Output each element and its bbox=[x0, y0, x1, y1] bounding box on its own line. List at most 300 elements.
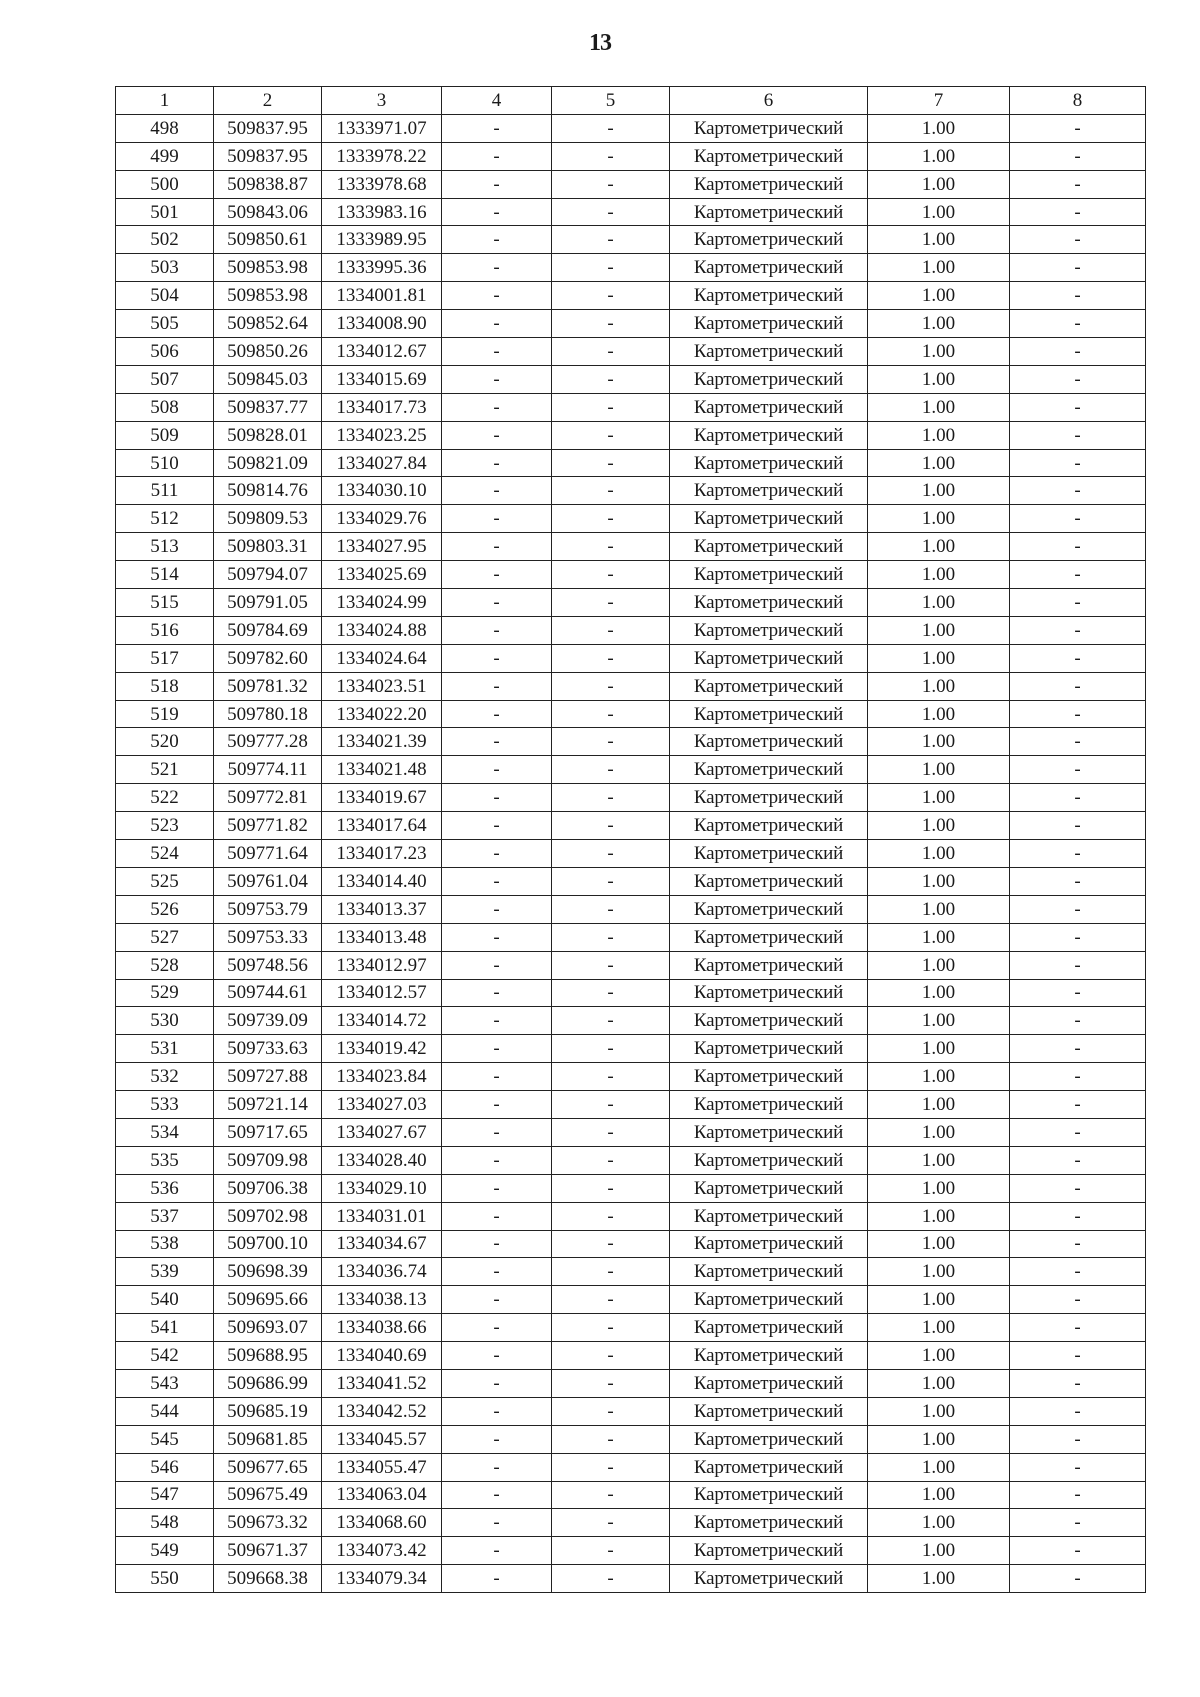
column-5-cell: - bbox=[552, 198, 670, 226]
column-8-cell: - bbox=[1010, 923, 1146, 951]
table-row bbox=[116, 1453, 1146, 1481]
table-row bbox=[116, 449, 1146, 477]
column-5-cell: - bbox=[552, 867, 670, 895]
column-4-cell: - bbox=[442, 282, 552, 310]
method-cell: Картометрический bbox=[670, 1035, 868, 1063]
method-cell: Картометрический bbox=[670, 310, 868, 338]
method-cell: Картометрический bbox=[670, 644, 868, 672]
point-number-cell: 540 bbox=[116, 1286, 214, 1314]
x-coordinate-cell: 509671.37 bbox=[214, 1537, 322, 1565]
table-row bbox=[116, 1174, 1146, 1202]
accuracy-cell: 1.00 bbox=[868, 254, 1010, 282]
table-row bbox=[116, 1146, 1146, 1174]
column-4-cell: - bbox=[442, 310, 552, 338]
y-coordinate-cell: 1334012.67 bbox=[322, 338, 442, 366]
column-8-cell: - bbox=[1010, 1314, 1146, 1342]
x-coordinate-cell: 509709.98 bbox=[214, 1146, 322, 1174]
column-4-cell: - bbox=[442, 170, 552, 198]
x-coordinate-cell: 509744.61 bbox=[214, 979, 322, 1007]
x-coordinate-cell: 509685.19 bbox=[214, 1397, 322, 1425]
column-8-cell: - bbox=[1010, 1425, 1146, 1453]
column-4-cell: - bbox=[442, 226, 552, 254]
accuracy-cell: 1.00 bbox=[868, 1509, 1010, 1537]
column-8-cell: - bbox=[1010, 1230, 1146, 1258]
x-coordinate-cell: 509777.28 bbox=[214, 728, 322, 756]
point-number-cell: 544 bbox=[116, 1397, 214, 1425]
column-8-cell: - bbox=[1010, 1397, 1146, 1425]
point-number-cell: 514 bbox=[116, 561, 214, 589]
column-5-cell: - bbox=[552, 895, 670, 923]
x-coordinate-cell: 509828.01 bbox=[214, 421, 322, 449]
y-coordinate-cell: 1334063.04 bbox=[322, 1481, 442, 1509]
table-row bbox=[116, 1091, 1146, 1119]
column-8-cell: - bbox=[1010, 867, 1146, 895]
point-number-cell: 533 bbox=[116, 1091, 214, 1119]
y-coordinate-cell: 1334017.64 bbox=[322, 812, 442, 840]
column-8-cell: - bbox=[1010, 784, 1146, 812]
x-coordinate-cell: 509853.98 bbox=[214, 254, 322, 282]
column-4-cell: - bbox=[442, 1565, 552, 1593]
y-coordinate-cell: 1334022.20 bbox=[322, 700, 442, 728]
column-8-cell: - bbox=[1010, 449, 1146, 477]
method-cell: Картометрический bbox=[670, 1481, 868, 1509]
point-number-cell: 506 bbox=[116, 338, 214, 366]
x-coordinate-cell: 509780.18 bbox=[214, 700, 322, 728]
table-row bbox=[116, 1369, 1146, 1397]
column-4-cell: - bbox=[442, 1258, 552, 1286]
accuracy-cell: 1.00 bbox=[868, 840, 1010, 868]
column-5-cell: - bbox=[552, 1314, 670, 1342]
accuracy-cell: 1.00 bbox=[868, 812, 1010, 840]
method-cell: Картометрический bbox=[670, 365, 868, 393]
accuracy-cell: 1.00 bbox=[868, 1537, 1010, 1565]
x-coordinate-cell: 509838.87 bbox=[214, 170, 322, 198]
column-4-cell: - bbox=[442, 561, 552, 589]
table-row bbox=[116, 1397, 1146, 1425]
table-row bbox=[116, 728, 1146, 756]
column-8-cell: - bbox=[1010, 756, 1146, 784]
column-4-cell: - bbox=[442, 923, 552, 951]
column-5-cell: - bbox=[552, 728, 670, 756]
y-coordinate-cell: 1334073.42 bbox=[322, 1537, 442, 1565]
column-4-cell: - bbox=[442, 1146, 552, 1174]
accuracy-cell: 1.00 bbox=[868, 867, 1010, 895]
accuracy-cell: 1.00 bbox=[868, 1481, 1010, 1509]
column-4-cell: - bbox=[442, 1537, 552, 1565]
column-5-cell: - bbox=[552, 923, 670, 951]
y-coordinate-cell: 1333971.07 bbox=[322, 114, 442, 142]
x-coordinate-cell: 509695.66 bbox=[214, 1286, 322, 1314]
column-8-cell: - bbox=[1010, 1565, 1146, 1593]
y-coordinate-cell: 1334023.25 bbox=[322, 421, 442, 449]
column-8-cell: - bbox=[1010, 1063, 1146, 1091]
column-5-cell: - bbox=[552, 533, 670, 561]
y-coordinate-cell: 1334034.67 bbox=[322, 1230, 442, 1258]
table-row bbox=[116, 1565, 1146, 1593]
column-header-4: 4 bbox=[442, 87, 552, 115]
table-row bbox=[116, 1063, 1146, 1091]
column-8-cell: - bbox=[1010, 1146, 1146, 1174]
y-coordinate-cell: 1334019.42 bbox=[322, 1035, 442, 1063]
y-coordinate-cell: 1334014.72 bbox=[322, 1007, 442, 1035]
column-4-cell: - bbox=[442, 1007, 552, 1035]
accuracy-cell: 1.00 bbox=[868, 1174, 1010, 1202]
y-coordinate-cell: 1334041.52 bbox=[322, 1369, 442, 1397]
accuracy-cell: 1.00 bbox=[868, 700, 1010, 728]
table-row bbox=[116, 477, 1146, 505]
table-row bbox=[116, 421, 1146, 449]
column-5-cell: - bbox=[552, 254, 670, 282]
table-row bbox=[116, 1425, 1146, 1453]
column-8-cell: - bbox=[1010, 1091, 1146, 1119]
table-row bbox=[116, 951, 1146, 979]
point-number-cell: 531 bbox=[116, 1035, 214, 1063]
column-4-cell: - bbox=[442, 533, 552, 561]
x-coordinate-cell: 509794.07 bbox=[214, 561, 322, 589]
x-coordinate-cell: 509675.49 bbox=[214, 1481, 322, 1509]
column-5-cell: - bbox=[552, 1174, 670, 1202]
accuracy-cell: 1.00 bbox=[868, 477, 1010, 505]
x-coordinate-cell: 509850.61 bbox=[214, 226, 322, 254]
column-8-cell: - bbox=[1010, 1258, 1146, 1286]
method-cell: Картометрический bbox=[670, 338, 868, 366]
column-8-cell: - bbox=[1010, 142, 1146, 170]
table-row bbox=[116, 700, 1146, 728]
column-4-cell: - bbox=[442, 421, 552, 449]
point-number-cell: 504 bbox=[116, 282, 214, 310]
column-8-cell: - bbox=[1010, 1035, 1146, 1063]
column-8-cell: - bbox=[1010, 979, 1146, 1007]
method-cell: Картометрический bbox=[670, 1118, 868, 1146]
table-row bbox=[116, 198, 1146, 226]
column-8-cell: - bbox=[1010, 477, 1146, 505]
column-8-cell: - bbox=[1010, 393, 1146, 421]
point-number-cell: 529 bbox=[116, 979, 214, 1007]
point-number-cell: 545 bbox=[116, 1425, 214, 1453]
point-number-cell: 538 bbox=[116, 1230, 214, 1258]
x-coordinate-cell: 509814.76 bbox=[214, 477, 322, 505]
column-5-cell: - bbox=[552, 505, 670, 533]
y-coordinate-cell: 1334015.69 bbox=[322, 365, 442, 393]
column-4-cell: - bbox=[442, 1063, 552, 1091]
y-coordinate-cell: 1334036.74 bbox=[322, 1258, 442, 1286]
column-4-cell: - bbox=[442, 1342, 552, 1370]
table-row bbox=[116, 1202, 1146, 1230]
y-coordinate-cell: 1334030.10 bbox=[322, 477, 442, 505]
point-number-cell: 542 bbox=[116, 1342, 214, 1370]
column-8-cell: - bbox=[1010, 254, 1146, 282]
accuracy-cell: 1.00 bbox=[868, 421, 1010, 449]
column-5-cell: - bbox=[552, 1202, 670, 1230]
column-5-cell: - bbox=[552, 784, 670, 812]
method-cell: Картометрический bbox=[670, 198, 868, 226]
column-8-cell: - bbox=[1010, 1509, 1146, 1537]
column-8-cell: - bbox=[1010, 114, 1146, 142]
point-number-cell: 516 bbox=[116, 616, 214, 644]
column-5-cell: - bbox=[552, 1007, 670, 1035]
column-header-1: 1 bbox=[116, 87, 214, 115]
table-row bbox=[116, 1314, 1146, 1342]
method-cell: Картометрический bbox=[670, 589, 868, 617]
column-header-2: 2 bbox=[214, 87, 322, 115]
accuracy-cell: 1.00 bbox=[868, 310, 1010, 338]
accuracy-cell: 1.00 bbox=[868, 1397, 1010, 1425]
table-row bbox=[116, 561, 1146, 589]
y-coordinate-cell: 1334001.81 bbox=[322, 282, 442, 310]
column-8-cell: - bbox=[1010, 365, 1146, 393]
column-4-cell: - bbox=[442, 338, 552, 366]
y-coordinate-cell: 1334025.69 bbox=[322, 561, 442, 589]
column-8-cell: - bbox=[1010, 198, 1146, 226]
column-4-cell: - bbox=[442, 812, 552, 840]
column-4-cell: - bbox=[442, 1230, 552, 1258]
table-row bbox=[116, 1286, 1146, 1314]
accuracy-cell: 1.00 bbox=[868, 1146, 1010, 1174]
x-coordinate-cell: 509673.32 bbox=[214, 1509, 322, 1537]
point-number-cell: 550 bbox=[116, 1565, 214, 1593]
y-coordinate-cell: 1334023.51 bbox=[322, 672, 442, 700]
column-8-cell: - bbox=[1010, 1007, 1146, 1035]
accuracy-cell: 1.00 bbox=[868, 533, 1010, 561]
accuracy-cell: 1.00 bbox=[868, 365, 1010, 393]
y-coordinate-cell: 1334038.13 bbox=[322, 1286, 442, 1314]
point-number-cell: 518 bbox=[116, 672, 214, 700]
y-coordinate-cell: 1334023.84 bbox=[322, 1063, 442, 1091]
column-5-cell: - bbox=[552, 1481, 670, 1509]
y-coordinate-cell: 1334012.97 bbox=[322, 951, 442, 979]
column-5-cell: - bbox=[552, 338, 670, 366]
accuracy-cell: 1.00 bbox=[868, 589, 1010, 617]
y-coordinate-cell: 1333983.16 bbox=[322, 198, 442, 226]
column-5-cell: - bbox=[552, 1118, 670, 1146]
column-5-cell: - bbox=[552, 1397, 670, 1425]
column-4-cell: - bbox=[442, 1369, 552, 1397]
y-coordinate-cell: 1334055.47 bbox=[322, 1453, 442, 1481]
y-coordinate-cell: 1334019.67 bbox=[322, 784, 442, 812]
method-cell: Картометрический bbox=[670, 254, 868, 282]
method-cell: Картометрический bbox=[670, 1063, 868, 1091]
y-coordinate-cell: 1333995.36 bbox=[322, 254, 442, 282]
method-cell: Картометрический bbox=[670, 1286, 868, 1314]
x-coordinate-cell: 509782.60 bbox=[214, 644, 322, 672]
x-coordinate-cell: 509688.95 bbox=[214, 1342, 322, 1370]
method-cell: Картометрический bbox=[670, 867, 868, 895]
method-cell: Картометрический bbox=[670, 1007, 868, 1035]
column-8-cell: - bbox=[1010, 1202, 1146, 1230]
accuracy-cell: 1.00 bbox=[868, 979, 1010, 1007]
method-cell: Картометрический bbox=[670, 895, 868, 923]
y-coordinate-cell: 1334028.40 bbox=[322, 1146, 442, 1174]
table-row bbox=[116, 170, 1146, 198]
point-number-cell: 539 bbox=[116, 1258, 214, 1286]
column-8-cell: - bbox=[1010, 226, 1146, 254]
column-8-cell: - bbox=[1010, 1118, 1146, 1146]
column-5-cell: - bbox=[552, 393, 670, 421]
column-4-cell: - bbox=[442, 784, 552, 812]
point-number-cell: 505 bbox=[116, 310, 214, 338]
column-4-cell: - bbox=[442, 1202, 552, 1230]
y-coordinate-cell: 1334012.57 bbox=[322, 979, 442, 1007]
point-number-cell: 521 bbox=[116, 756, 214, 784]
column-4-cell: - bbox=[442, 589, 552, 617]
accuracy-cell: 1.00 bbox=[868, 393, 1010, 421]
accuracy-cell: 1.00 bbox=[868, 784, 1010, 812]
column-5-cell: - bbox=[552, 1342, 670, 1370]
table-row bbox=[116, 254, 1146, 282]
column-4-cell: - bbox=[442, 1509, 552, 1537]
y-coordinate-cell: 1334027.95 bbox=[322, 533, 442, 561]
y-coordinate-cell: 1334024.88 bbox=[322, 616, 442, 644]
y-coordinate-cell: 1334079.34 bbox=[322, 1565, 442, 1593]
accuracy-cell: 1.00 bbox=[868, 1342, 1010, 1370]
y-coordinate-cell: 1334024.99 bbox=[322, 589, 442, 617]
column-5-cell: - bbox=[552, 1369, 670, 1397]
column-8-cell: - bbox=[1010, 421, 1146, 449]
table-row bbox=[116, 812, 1146, 840]
column-8-cell: - bbox=[1010, 895, 1146, 923]
table-row bbox=[116, 282, 1146, 310]
y-coordinate-cell: 1334040.69 bbox=[322, 1342, 442, 1370]
x-coordinate-cell: 509852.64 bbox=[214, 310, 322, 338]
column-4-cell: - bbox=[442, 1481, 552, 1509]
y-coordinate-cell: 1334027.03 bbox=[322, 1091, 442, 1119]
point-number-cell: 543 bbox=[116, 1369, 214, 1397]
point-number-cell: 507 bbox=[116, 365, 214, 393]
column-5-cell: - bbox=[552, 644, 670, 672]
y-coordinate-cell: 1334038.66 bbox=[322, 1314, 442, 1342]
table-row bbox=[116, 616, 1146, 644]
column-4-cell: - bbox=[442, 477, 552, 505]
point-number-cell: 537 bbox=[116, 1202, 214, 1230]
method-cell: Картометрический bbox=[670, 1314, 868, 1342]
column-8-cell: - bbox=[1010, 728, 1146, 756]
x-coordinate-cell: 509677.65 bbox=[214, 1453, 322, 1481]
x-coordinate-cell: 509702.98 bbox=[214, 1202, 322, 1230]
column-5-cell: - bbox=[552, 226, 670, 254]
point-number-cell: 501 bbox=[116, 198, 214, 226]
x-coordinate-cell: 509753.79 bbox=[214, 895, 322, 923]
method-cell: Картометрический bbox=[670, 1258, 868, 1286]
accuracy-cell: 1.00 bbox=[868, 1202, 1010, 1230]
column-5-cell: - bbox=[552, 589, 670, 617]
column-5-cell: - bbox=[552, 672, 670, 700]
column-8-cell: - bbox=[1010, 616, 1146, 644]
y-coordinate-cell: 1334014.40 bbox=[322, 867, 442, 895]
accuracy-cell: 1.00 bbox=[868, 672, 1010, 700]
column-4-cell: - bbox=[442, 616, 552, 644]
table-row bbox=[116, 1509, 1146, 1537]
method-cell: Картометрический bbox=[670, 1202, 868, 1230]
x-coordinate-cell: 509700.10 bbox=[214, 1230, 322, 1258]
y-coordinate-cell: 1334045.57 bbox=[322, 1425, 442, 1453]
method-cell: Картометрический bbox=[670, 505, 868, 533]
point-number-cell: 535 bbox=[116, 1146, 214, 1174]
point-number-cell: 530 bbox=[116, 1007, 214, 1035]
y-coordinate-cell: 1334021.39 bbox=[322, 728, 442, 756]
y-coordinate-cell: 1334042.52 bbox=[322, 1397, 442, 1425]
x-coordinate-cell: 509850.26 bbox=[214, 338, 322, 366]
x-coordinate-cell: 509761.04 bbox=[214, 867, 322, 895]
column-4-cell: - bbox=[442, 1035, 552, 1063]
column-8-cell: - bbox=[1010, 644, 1146, 672]
x-coordinate-cell: 509717.65 bbox=[214, 1118, 322, 1146]
table-body bbox=[116, 114, 1146, 1592]
point-number-cell: 526 bbox=[116, 895, 214, 923]
x-coordinate-cell: 509774.11 bbox=[214, 756, 322, 784]
y-coordinate-cell: 1334068.60 bbox=[322, 1509, 442, 1537]
column-4-cell: - bbox=[442, 700, 552, 728]
x-coordinate-cell: 509843.06 bbox=[214, 198, 322, 226]
table-row bbox=[116, 393, 1146, 421]
column-5-cell: - bbox=[552, 812, 670, 840]
column-8-cell: - bbox=[1010, 1537, 1146, 1565]
method-cell: Картометрический bbox=[670, 1537, 868, 1565]
table-row bbox=[116, 1481, 1146, 1509]
column-4-cell: - bbox=[442, 840, 552, 868]
accuracy-cell: 1.00 bbox=[868, 198, 1010, 226]
x-coordinate-cell: 509739.09 bbox=[214, 1007, 322, 1035]
column-4-cell: - bbox=[442, 867, 552, 895]
column-5-cell: - bbox=[552, 477, 670, 505]
method-cell: Картометрический bbox=[670, 1397, 868, 1425]
method-cell: Картометрический bbox=[670, 449, 868, 477]
x-coordinate-cell: 509845.03 bbox=[214, 365, 322, 393]
accuracy-cell: 1.00 bbox=[868, 505, 1010, 533]
table-row bbox=[116, 1007, 1146, 1035]
x-coordinate-cell: 509693.07 bbox=[214, 1314, 322, 1342]
column-4-cell: - bbox=[442, 728, 552, 756]
column-8-cell: - bbox=[1010, 338, 1146, 366]
accuracy-cell: 1.00 bbox=[868, 282, 1010, 310]
column-4-cell: - bbox=[442, 114, 552, 142]
y-coordinate-cell: 1334013.37 bbox=[322, 895, 442, 923]
y-coordinate-cell: 1333978.22 bbox=[322, 142, 442, 170]
column-8-cell: - bbox=[1010, 1453, 1146, 1481]
column-4-cell: - bbox=[442, 756, 552, 784]
column-5-cell: - bbox=[552, 282, 670, 310]
x-coordinate-cell: 509853.98 bbox=[214, 282, 322, 310]
table-row bbox=[116, 338, 1146, 366]
column-4-cell: - bbox=[442, 1453, 552, 1481]
method-cell: Картометрический bbox=[670, 672, 868, 700]
y-coordinate-cell: 1334027.84 bbox=[322, 449, 442, 477]
y-coordinate-cell: 1334029.10 bbox=[322, 1174, 442, 1202]
column-8-cell: - bbox=[1010, 1342, 1146, 1370]
method-cell: Картометрический bbox=[670, 1509, 868, 1537]
column-header-8: 8 bbox=[1010, 87, 1146, 115]
point-number-cell: 503 bbox=[116, 254, 214, 282]
accuracy-cell: 1.00 bbox=[868, 1230, 1010, 1258]
column-5-cell: - bbox=[552, 1063, 670, 1091]
method-cell: Картометрический bbox=[670, 533, 868, 561]
point-number-cell: 515 bbox=[116, 589, 214, 617]
accuracy-cell: 1.00 bbox=[868, 1063, 1010, 1091]
column-8-cell: - bbox=[1010, 1481, 1146, 1509]
column-5-cell: - bbox=[552, 1509, 670, 1537]
column-8-cell: - bbox=[1010, 672, 1146, 700]
method-cell: Картометрический bbox=[670, 616, 868, 644]
column-5-cell: - bbox=[552, 1537, 670, 1565]
column-4-cell: - bbox=[442, 505, 552, 533]
column-4-cell: - bbox=[442, 1397, 552, 1425]
accuracy-cell: 1.00 bbox=[868, 338, 1010, 366]
column-5-cell: - bbox=[552, 616, 670, 644]
accuracy-cell: 1.00 bbox=[868, 616, 1010, 644]
table-row bbox=[116, 895, 1146, 923]
x-coordinate-cell: 509686.99 bbox=[214, 1369, 322, 1397]
table-row bbox=[116, 1258, 1146, 1286]
accuracy-cell: 1.00 bbox=[868, 644, 1010, 672]
